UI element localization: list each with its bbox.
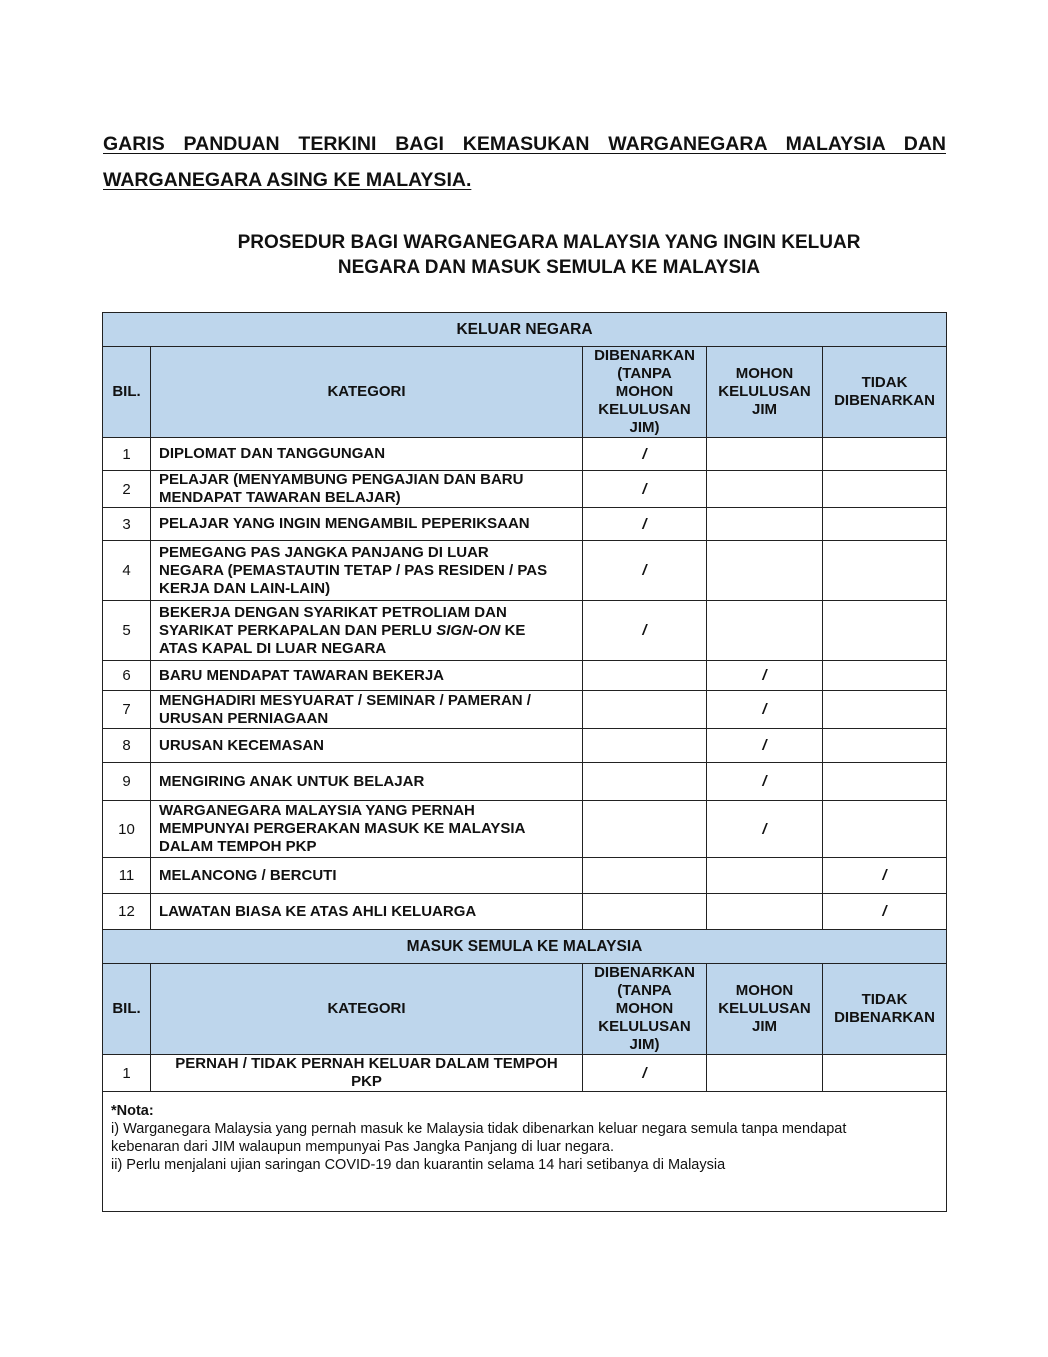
header-line: MOHON bbox=[735, 365, 794, 382]
header-line: KELULUSAN bbox=[598, 401, 691, 418]
nota-box bbox=[103, 1092, 947, 1212]
table-row bbox=[103, 801, 947, 858]
header-line: KELULUSAN bbox=[718, 1000, 811, 1017]
category-line: MENDAPAT TAWARAN BELAJAR) bbox=[159, 489, 401, 506]
column-header-mohon bbox=[707, 964, 823, 1055]
mark-dibenarkan: / bbox=[583, 601, 707, 661]
column-header-dibenarkan bbox=[583, 347, 707, 438]
category-line: URUSAN PERNIAGAAN bbox=[159, 709, 329, 727]
row-category bbox=[151, 438, 583, 471]
category-line: PERNAH / TIDAK PERNAH KELUAR DALAM TEMPOH bbox=[175, 1055, 558, 1072]
mark-tidak: / bbox=[823, 858, 947, 894]
header-line: MOHON bbox=[615, 1000, 674, 1017]
masuk-section-title: MASUK SEMULA KE MALAYSIA bbox=[103, 930, 947, 964]
header-line: DIBENARKAN bbox=[594, 964, 695, 981]
keluar-header-row bbox=[103, 347, 947, 438]
mark-dibenarkan bbox=[583, 763, 707, 801]
mark-mohon bbox=[707, 858, 823, 894]
row-category bbox=[151, 691, 583, 729]
category-line: MELANCONG / BERCUTI bbox=[159, 866, 337, 884]
column-header-bil: BIL. bbox=[103, 347, 151, 438]
table-row bbox=[103, 894, 947, 930]
table-row bbox=[103, 729, 947, 763]
mark-mohon bbox=[707, 894, 823, 930]
mark-mohon: / bbox=[707, 801, 823, 858]
row-category bbox=[151, 601, 583, 661]
mark-dibenarkan: / bbox=[583, 508, 707, 541]
row-category bbox=[151, 801, 583, 858]
mark-tidak bbox=[823, 541, 947, 601]
document-title bbox=[103, 126, 946, 198]
row-number: 10 bbox=[103, 801, 151, 858]
row-number: 5 bbox=[103, 601, 151, 661]
table-row bbox=[103, 763, 947, 801]
sign-on-emphasis: SIGN-ON bbox=[436, 621, 501, 639]
row-number: 8 bbox=[103, 729, 151, 763]
category-line: PEMEGANG PAS JANGKA PANJANG DI LUAR bbox=[159, 543, 489, 561]
mark-mohon bbox=[707, 508, 823, 541]
nota-row bbox=[103, 1092, 947, 1212]
mark-tidak: / bbox=[823, 894, 947, 930]
table-row bbox=[103, 661, 947, 691]
row-category bbox=[151, 541, 583, 601]
row-number: 4 bbox=[103, 541, 151, 601]
procedure-subtitle bbox=[130, 230, 968, 280]
category-line: BEKERJA DENGAN SYARIKAT PETROLIAM DAN bbox=[159, 603, 507, 621]
title-line-2: WARGANEGARA ASING KE MALAYSIA. bbox=[103, 169, 472, 191]
mark-dibenarkan: / bbox=[583, 471, 707, 508]
mark-tidak bbox=[823, 601, 947, 661]
table-row bbox=[103, 601, 947, 661]
table-row bbox=[103, 691, 947, 729]
column-header-bil: BIL. bbox=[103, 964, 151, 1055]
mark-mohon bbox=[707, 438, 823, 471]
table-row bbox=[103, 471, 947, 508]
header-line: DIBENARKAN bbox=[834, 392, 935, 409]
keluar-section-title: KELUAR NEGARA bbox=[103, 313, 947, 347]
mark-mohon: / bbox=[707, 729, 823, 763]
row-category bbox=[151, 471, 583, 508]
category-line: KERJA DAN LAIN-LAIN) bbox=[159, 579, 331, 597]
table-row bbox=[103, 508, 947, 541]
row-number: 1 bbox=[103, 438, 151, 471]
mark-mohon bbox=[707, 601, 823, 661]
mark-dibenarkan bbox=[583, 691, 707, 729]
mark-dibenarkan bbox=[583, 858, 707, 894]
header-line: MOHON bbox=[615, 383, 674, 400]
category-line: WARGANEGARA MALAYSIA YANG PERNAH bbox=[159, 802, 475, 819]
category-line: NEGARA (PEMASTAUTIN TETAP / PAS RESIDEN / PAS bbox=[159, 561, 548, 579]
mark-dibenarkan: / bbox=[583, 541, 707, 601]
mark-tidak bbox=[823, 691, 947, 729]
column-header-kategori: KATEGORI bbox=[151, 347, 583, 438]
row-category bbox=[151, 508, 583, 541]
title-line-1: GARIS PANDUAN TERKINI BAGI KEMASUKAN WARGANEGARA MALAYSIA DAN bbox=[103, 133, 946, 155]
header-line: TIDAK bbox=[861, 991, 908, 1008]
mark-dibenarkan bbox=[583, 801, 707, 858]
mark-tidak bbox=[823, 801, 947, 858]
mark-mohon bbox=[707, 471, 823, 508]
mark-dibenarkan bbox=[583, 661, 707, 691]
keluar-section-row bbox=[103, 313, 947, 347]
category-line: DALAM TEMPOH PKP bbox=[159, 838, 317, 855]
procedure-table bbox=[102, 312, 947, 1212]
mark-mohon: / bbox=[707, 691, 823, 729]
masuk-section-row bbox=[103, 930, 947, 964]
masuk-header-row bbox=[103, 964, 947, 1055]
mark-tidak bbox=[823, 661, 947, 691]
mark-tidak bbox=[823, 508, 947, 541]
category-line: MENGHADIRI MESYUARAT / SEMINAR / PAMERAN / bbox=[159, 691, 531, 709]
mark-mohon: / bbox=[707, 661, 823, 691]
row-number: 2 bbox=[103, 471, 151, 508]
mark-tidak bbox=[823, 1055, 947, 1092]
category-line: PELAJAR YANG INGIN MENGAMBIL PEPERIKSAAN bbox=[159, 515, 530, 532]
column-header-tidak bbox=[823, 964, 947, 1055]
row-number: 12 bbox=[103, 894, 151, 930]
table-row bbox=[103, 541, 947, 601]
mark-mohon bbox=[707, 541, 823, 601]
category-line: MENGIRING ANAK UNTUK BELAJAR bbox=[159, 772, 425, 790]
column-header-kategori: KATEGORI bbox=[151, 964, 583, 1055]
category-line: PELAJAR (MENYAMBUNG PENGAJIAN DAN BARU bbox=[159, 471, 524, 488]
table-row bbox=[103, 438, 947, 471]
row-number: 1 bbox=[103, 1055, 151, 1092]
header-line: KELULUSAN bbox=[598, 1018, 691, 1035]
row-category bbox=[151, 763, 583, 801]
row-category bbox=[151, 894, 583, 930]
category-line: LAWATAN BIASA KE ATAS AHLI KELUARGA bbox=[159, 902, 477, 920]
category-line: DIPLOMAT DAN TANGGUNGAN bbox=[159, 445, 386, 462]
header-line: TIDAK bbox=[861, 374, 908, 391]
mark-mohon bbox=[707, 1055, 823, 1092]
row-category bbox=[151, 858, 583, 894]
header-line: MOHON bbox=[735, 982, 794, 999]
subtitle-line-1: PROSEDUR BAGI WARGANEGARA MALAYSIA YANG INGIN KELUAR bbox=[237, 232, 861, 253]
header-line: JIM) bbox=[629, 419, 660, 436]
mark-dibenarkan: / bbox=[583, 438, 707, 471]
header-line: JIM bbox=[751, 1018, 777, 1035]
row-number: 3 bbox=[103, 508, 151, 541]
row-number: 9 bbox=[103, 763, 151, 801]
mark-dibenarkan bbox=[583, 729, 707, 763]
header-line: (TANPA bbox=[617, 982, 672, 999]
row-number: 6 bbox=[103, 661, 151, 691]
mark-tidak bbox=[823, 763, 947, 801]
column-header-dibenarkan bbox=[583, 964, 707, 1055]
mark-tidak bbox=[823, 471, 947, 508]
nota-line2: kebenaran dari JIM walaupun mempunyai Pas Jangka Panjang di luar negara. bbox=[111, 1139, 614, 1155]
mark-mohon: / bbox=[707, 763, 823, 801]
column-header-tidak bbox=[823, 347, 947, 438]
category-line: MEMPUNYAI PERGERAKAN MASUK KE MALAYSIA bbox=[159, 820, 526, 837]
nota-line1: i) Warganegara Malaysia yang pernah masuk ke Malaysia tidak dibenarkan keluar negara semula tanpa mendapat bbox=[111, 1121, 847, 1137]
row-category bbox=[151, 1055, 583, 1092]
category-line: URUSAN KECEMASAN bbox=[159, 736, 325, 754]
subtitle-line-2: NEGARA DAN MASUK SEMULA KE MALAYSIA bbox=[337, 257, 761, 278]
nota-line3: ii) Perlu menjalani ujian saringan COVID-19 dan kuarantin selama 14 hari setibanya di Malaysia bbox=[111, 1157, 726, 1173]
header-line: DIBENARKAN bbox=[834, 1009, 935, 1026]
mark-dibenarkan: / bbox=[583, 1055, 707, 1092]
header-line: JIM bbox=[751, 401, 777, 418]
row-category bbox=[151, 661, 583, 691]
header-line: KELULUSAN bbox=[718, 383, 811, 400]
nota-label: *Nota: bbox=[111, 1103, 154, 1119]
table-row bbox=[103, 1055, 947, 1092]
mark-dibenarkan bbox=[583, 894, 707, 930]
category-line: SYARIKAT PERKAPALAN DAN PERLU SIGN-ON KE bbox=[159, 621, 526, 639]
table-row bbox=[103, 858, 947, 894]
column-header-mohon bbox=[707, 347, 823, 438]
row-number: 7 bbox=[103, 691, 151, 729]
row-number: 11 bbox=[103, 858, 151, 894]
header-line: JIM) bbox=[629, 1036, 660, 1053]
header-line: (TANPA bbox=[617, 365, 672, 382]
category-line: PKP bbox=[351, 1073, 382, 1090]
mark-tidak bbox=[823, 729, 947, 763]
mark-tidak bbox=[823, 438, 947, 471]
category-line: ATAS KAPAL DI LUAR NEGARA bbox=[159, 639, 387, 657]
header-line: DIBENARKAN bbox=[594, 347, 695, 364]
category-line: BARU MENDAPAT TAWARAN BEKERJA bbox=[159, 666, 444, 684]
row-category bbox=[151, 729, 583, 763]
